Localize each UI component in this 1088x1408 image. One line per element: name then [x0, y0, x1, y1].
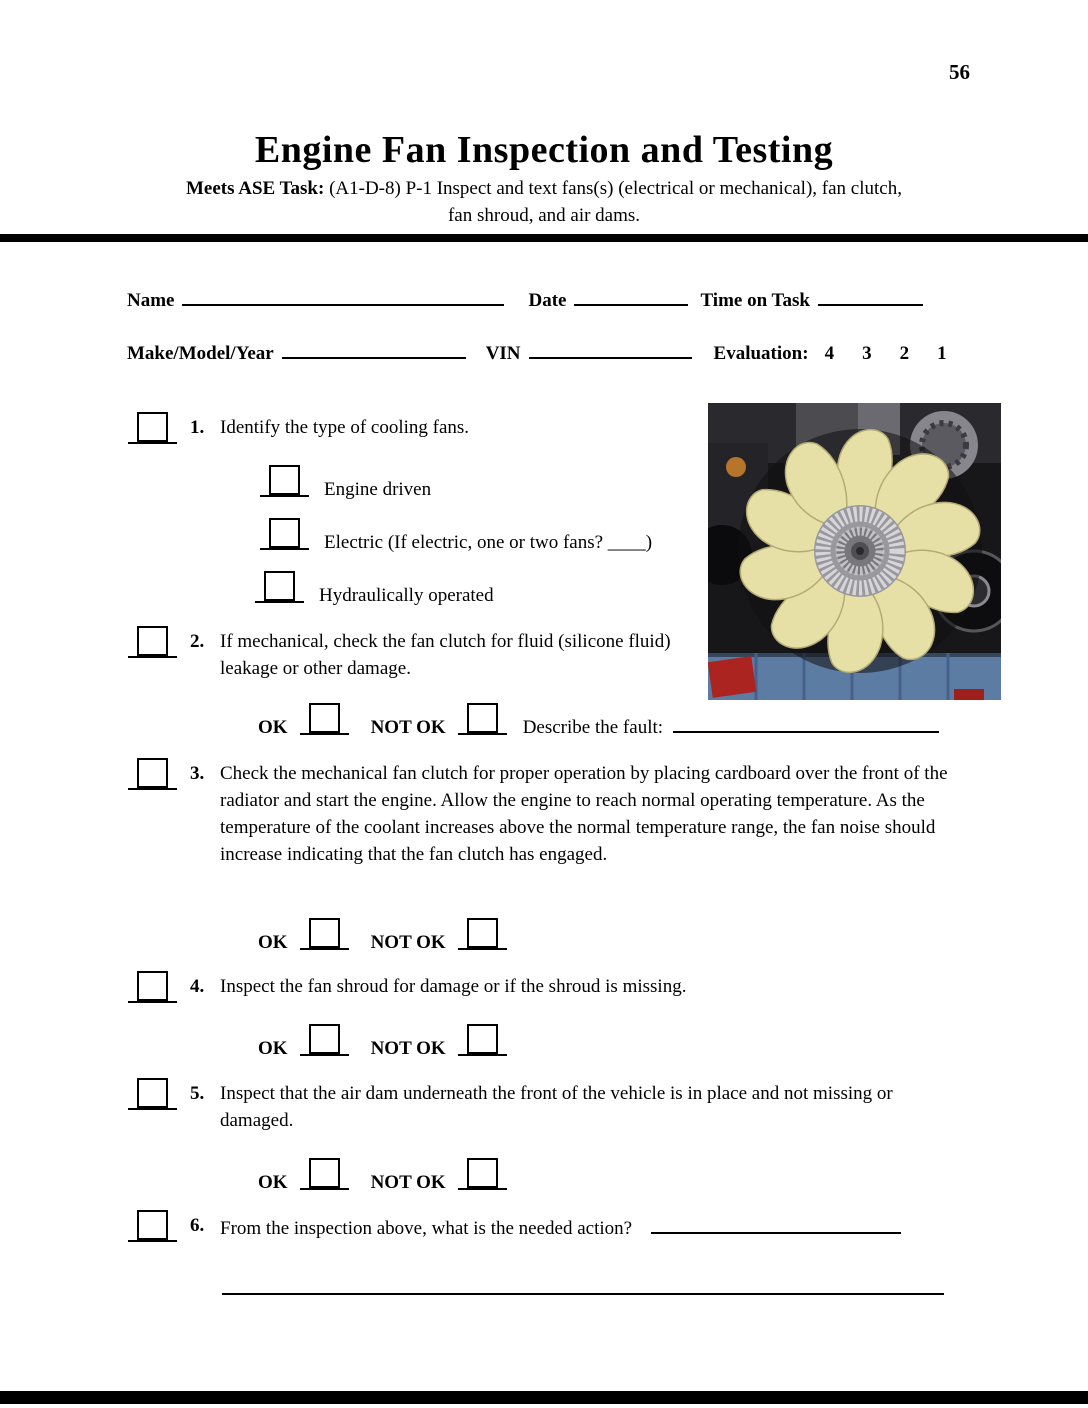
task-3-text: Check the mechanical fan clutch for proper operation by placing cardboard over the front of the radiator and start the engine. Allow the engine to reach normal operating temperature. As the temperature of the coolant increases above the normal temperature range, the fan noise should increase indicating that the fan clutch has engaged. [220, 763, 948, 865]
task-5-checkbox[interactable] [137, 1078, 168, 1108]
needed-action-continuation-line[interactable] [222, 1293, 944, 1295]
header-form-row-1 [127, 284, 923, 312]
task-5-ok-row [258, 1158, 507, 1194]
task-5-text: Inspect that the air dam underneath the front of the vehicle is in place and not missing or damaged. [220, 1083, 893, 1131]
task-3-checkbox[interactable] [137, 758, 168, 788]
engine-driven-label: Engine driven [324, 479, 432, 500]
task-3-ok-label: OK [258, 932, 288, 953]
task-item-6 [128, 1212, 965, 1248]
vin-blank[interactable] [529, 337, 692, 359]
task-item-4 [128, 973, 960, 1009]
header-form-row-2 [127, 337, 947, 365]
engine-driven-checkbox[interactable] [269, 465, 300, 495]
engine-fan-photo [708, 403, 1001, 700]
electric-checkbox[interactable] [269, 518, 300, 548]
task-6-checkbox-line [128, 1210, 178, 1248]
evaluation-label: Evaluation: [713, 343, 809, 364]
task-2-not-ok-label: NOT OK [370, 717, 446, 738]
task-5-not-ok-label: NOT OK [370, 1172, 446, 1193]
evaluation-1[interactable]: 1 [937, 343, 947, 364]
name-blank[interactable] [182, 284, 504, 306]
task-5-checkbox-line [128, 1078, 178, 1116]
task-item-5 [128, 1080, 965, 1134]
make-model-year-label: Make/Model/Year [127, 343, 274, 364]
evaluation-4[interactable]: 4 [824, 343, 835, 364]
task-4-checkbox[interactable] [137, 971, 168, 1001]
task-4-ok-row [258, 1024, 507, 1060]
task-2-not-ok-checkbox[interactable] [467, 703, 498, 733]
fan-type-option-hydraulic [255, 571, 494, 607]
describe-fault-label: Describe the fault: [522, 717, 664, 738]
fan-type-option-electric [260, 518, 652, 554]
task-5-number: 5. [190, 1083, 205, 1104]
task-2-ok-label: OK [258, 717, 288, 738]
task-2-number: 2. [190, 631, 205, 652]
ase-task-text: (A1-D-8) P-1 Inspect and text fans(s) (electrical or mechanical), fan clutch, [329, 178, 902, 199]
describe-fault-blank[interactable] [673, 711, 939, 733]
task-5-not-ok-checkbox[interactable] [467, 1158, 498, 1188]
task-item-3 [128, 760, 948, 868]
ase-task-label: Meets ASE Task: [186, 178, 325, 199]
task-4-ok-label: OK [258, 1038, 288, 1059]
task-5-ok-checkbox[interactable] [309, 1158, 340, 1188]
task-1-checkbox-line [128, 412, 178, 450]
task-3-number: 3. [190, 763, 205, 784]
needed-action-blank[interactable] [651, 1212, 901, 1234]
name-label: Name [127, 290, 175, 311]
task-2-ok-checkbox[interactable] [309, 703, 340, 733]
task-3-not-ok-label: NOT OK [370, 932, 446, 953]
electric-label: Electric (If electric, one or two fans? ____) [324, 532, 653, 553]
task-4-ok-checkbox[interactable] [309, 1024, 340, 1054]
task-3-ok-row [258, 918, 507, 954]
task-2-text: If mechanical, check the fan clutch for fluid (silicone fluid) leakage or other damage. [220, 631, 671, 679]
date-blank[interactable] [574, 284, 688, 306]
time-on-task-label: Time on Task [700, 290, 810, 311]
task-3-not-ok-checkbox[interactable] [467, 918, 498, 948]
task-2-checkbox-line [128, 626, 178, 664]
hydraulic-label: Hydraulically operated [319, 585, 494, 606]
ase-task-line-2: fan shroud, and air dams. [447, 205, 641, 226]
vin-label: VIN [485, 343, 521, 364]
time-on-task-blank[interactable] [818, 284, 923, 306]
task-6-number: 6. [190, 1215, 205, 1236]
page-title: Engine Fan Inspection and Testing [254, 129, 834, 171]
task-1-number: 1. [190, 417, 205, 438]
task-4-number: 4. [190, 976, 205, 997]
task-1-checkbox[interactable] [137, 412, 168, 442]
task-4-text: Inspect the fan shroud for damage or if the shroud is missing. [220, 976, 687, 997]
task-item-1 [128, 414, 688, 450]
fan-type-option-engine-driven [260, 465, 431, 501]
task-item-2 [128, 628, 682, 682]
evaluation-3[interactable]: 3 [862, 343, 872, 364]
task-2-checkbox[interactable] [137, 626, 168, 656]
task-4-not-ok-label: NOT OK [370, 1038, 446, 1059]
ase-task-line-1 [0, 178, 1088, 200]
task-6-text: From the inspection above, what is the needed action? [220, 1218, 633, 1239]
page-bottom-bar [0, 1391, 1088, 1404]
task-2-ok-row [258, 703, 939, 739]
engine-fan-illustration [708, 403, 1001, 700]
task-6-checkbox[interactable] [137, 1210, 168, 1240]
task-3-ok-checkbox[interactable] [309, 918, 340, 948]
evaluation-2[interactable]: 2 [899, 343, 910, 364]
hydraulic-checkbox[interactable] [264, 571, 295, 601]
task-3-checkbox-line [128, 758, 178, 796]
header-divider-rule [0, 234, 1088, 242]
task-5-ok-label: OK [258, 1172, 288, 1193]
make-model-year-blank[interactable] [282, 337, 466, 359]
task-4-not-ok-checkbox[interactable] [467, 1024, 498, 1054]
date-label: Date [528, 290, 567, 311]
task-4-checkbox-line [128, 971, 178, 1009]
page-number: 56 [949, 60, 970, 84]
task-1-text: Identify the type of cooling fans. [220, 417, 470, 438]
